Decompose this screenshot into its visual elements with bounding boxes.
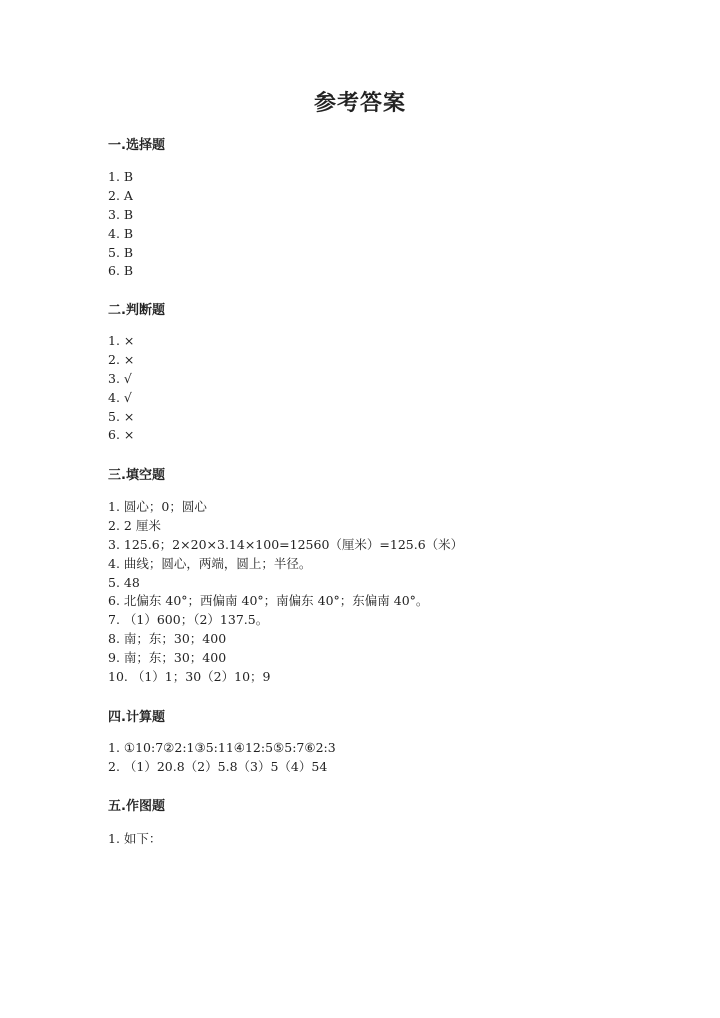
answer-line: 3. 125.6；2×20×3.14×100=12560（厘米）=125.6（米）	[108, 536, 464, 552]
answer-line: 4. B	[108, 225, 134, 241]
answer-line: 5. B	[108, 244, 134, 260]
page-title: 参考答案	[313, 91, 406, 116]
answer-line: 2. ×	[108, 351, 135, 367]
answer-line: 3. B	[108, 206, 134, 222]
section-heading-judgement: 二.判断题	[108, 303, 165, 318]
section-heading-calculation: 四.计算题	[108, 710, 165, 725]
answer-line: 1. B	[108, 169, 134, 184]
answer-line: 10. （1）1；30（2）10；9	[108, 669, 271, 685]
answer-line: 1. 圆心；0；圆心	[108, 499, 207, 514]
answer-line: 3. √	[108, 370, 132, 386]
section-heading-choice: 一.选择题	[108, 138, 165, 153]
answer-line: 1. ×	[108, 333, 135, 348]
answer-line: 2. A	[108, 187, 133, 203]
answer-line: 9. 南；东；30；400	[108, 650, 227, 666]
answer-line: 4. √	[108, 389, 132, 405]
answer-line: 8. 南；东；30；400	[108, 631, 227, 647]
answer-line: 6. ×	[108, 427, 135, 443]
answer-list-calculation	[108, 739, 336, 777]
answer-list-choice	[108, 168, 133, 281]
answer-list-drawing	[108, 830, 161, 849]
answer-line: 2. 2 厘米	[108, 517, 161, 533]
answer-list-fill-blank	[108, 498, 463, 687]
answer-line: 7. （1）600；（2）137.5。	[108, 612, 269, 628]
section-heading-drawing: 五.作图题	[108, 799, 165, 814]
answer-line: 4. 曲线；圆心，两端，圆上；半径。	[108, 555, 312, 571]
section-heading-fill-blank: 三.填空题	[108, 468, 165, 483]
answer-list-judgement	[108, 332, 134, 445]
answer-line: 1. ①10:7②2:1③5:11④12:5⑤5:7⑥2:3	[108, 740, 336, 755]
answer-line: 5. 48	[108, 574, 140, 590]
answer-line: 6. 北偏东 40°；西偏南 40°；南偏东 40°；东偏南 40°。	[108, 593, 429, 609]
answer-line: 6. B	[108, 263, 134, 279]
answer-line: 5. ×	[108, 408, 135, 424]
answer-line: 1. 如下：	[108, 831, 162, 846]
answer-line: 2. （1）20.8（2）5.8（3）5（4）54	[108, 758, 328, 774]
